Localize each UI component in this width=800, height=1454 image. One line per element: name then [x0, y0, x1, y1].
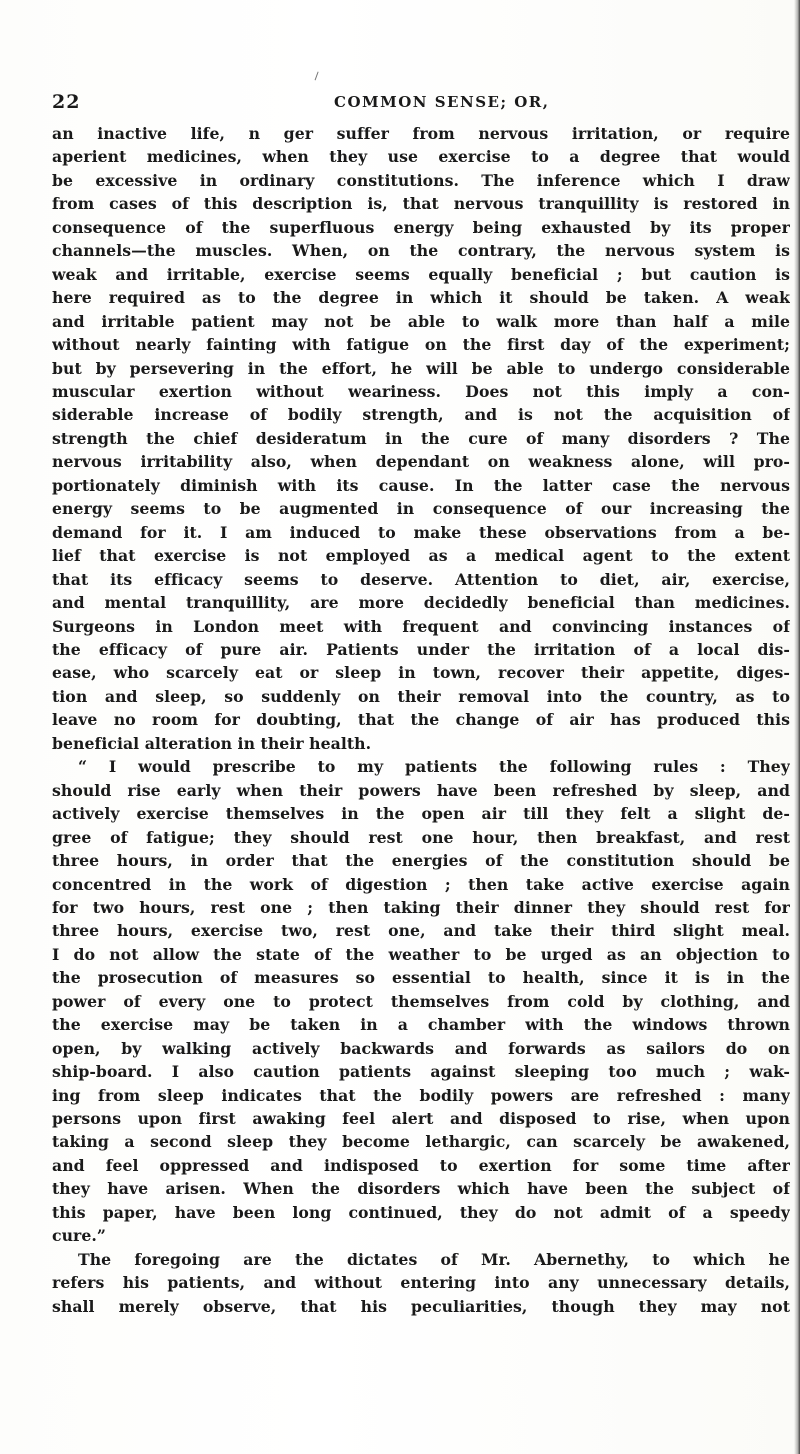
text-line: energy seems to be augmented in consequence of our increasing the	[52, 499, 790, 519]
text-line: persons upon first awaking feel alert and disposed to rise, when upon	[52, 1109, 790, 1129]
text-line: ing from sleep indicates that the bodily powers are refreshed : many	[52, 1085, 790, 1105]
text-line: three hours, in order that the energies of the constitution should be	[52, 851, 790, 871]
text-line: The foregoing are the dictates of Mr. Abernethy, to which he	[78, 1249, 790, 1269]
text-line: aperient medicines, when they use exercise to a degree that would	[52, 147, 790, 167]
text-line: strength the chief desideratum in the cure of many disorders ? The	[52, 428, 790, 448]
text-line: the efficacy of pure air. Patients under the irritation of a local dis-	[52, 639, 790, 659]
text-line: and feel oppressed and indisposed to exertion for some time after	[52, 1155, 790, 1175]
text-line: lief that exercise is not employed as a medical agent to the extent	[52, 546, 790, 566]
text-line: muscular exertion without weariness. Does not this imply a con-	[52, 381, 790, 401]
text-line: ship-board. I also caution patients against sleeping too much ; wak-	[52, 1062, 790, 1082]
text-line: without nearly fainting with fatigue on the first day of the experiment;	[52, 335, 790, 355]
page-edge-shadow	[794, 0, 800, 1454]
text-line: weak and irritable, exercise seems equally beneficial ; but caution is	[52, 264, 790, 284]
text-line: the prosecution of measures so essential to health, since it is in the	[52, 968, 790, 988]
text-line: three hours, exercise two, rest one, and take their third slight meal.	[52, 921, 790, 941]
text-line: shall merely observe, that his peculiarities, though they may not	[52, 1296, 790, 1316]
text-line: siderable increase of bodily strength, and is not the acquisition of	[52, 405, 790, 425]
text-line: refers his patients, and without entering into any unnecessary details,	[52, 1273, 790, 1293]
page-header	[52, 91, 752, 115]
text-line: cure.”	[52, 1226, 106, 1246]
text-line: should rise early when their powers have been refreshed by sleep, and	[52, 780, 790, 800]
text-line: channels—the muscles. When, on the contrary, the nervous system is	[52, 241, 790, 261]
page-number: 22	[52, 91, 81, 113]
text-line: consequence of the superfluous energy being exhausted by its proper	[52, 217, 790, 237]
text-line: and irritable patient may not be able to walk more than half a mile	[52, 311, 790, 331]
text-line: that its efficacy seems to deserve. Attention to diet, air, exercise,	[52, 569, 790, 589]
text-line: an inactive life, n ger suffer from nervous irritation, or require	[52, 124, 790, 143]
ink-mark	[315, 72, 322, 82]
text-line: gree of fatigue; they should rest one hour, then breakfast, and rest	[52, 827, 790, 847]
text-line: open, by walking actively backwards and forwards as sailors do on	[52, 1038, 790, 1058]
text-line: and mental tranquillity, are more decidedly beneficial than medicines.	[52, 593, 790, 613]
text-line: I do not allow the state of the weather to be urged as an objection to	[52, 944, 790, 964]
text-line: tion and sleep, so suddenly on their removal into the country, as to	[52, 686, 790, 706]
text-line: Surgeons in London meet with frequent and convincing instances of	[52, 616, 790, 636]
text-line: leave no room for doubting, that the change of air has produced this	[52, 710, 790, 730]
text-line: ease, who scarcely eat or sleep in town, recover their appetite, diges-	[52, 663, 790, 683]
text-line: portionately diminish with its cause. In the latter case the nervous	[52, 475, 790, 495]
text-line: they have arisen. When the disorders which have been the subject of	[52, 1179, 790, 1199]
text-line: actively exercise themselves in the open air till they felt a slight de-	[52, 804, 790, 824]
body-text	[52, 122, 790, 1318]
text-line: power of every one to protect themselves from cold by clothing, and	[52, 991, 790, 1011]
text-line: taking a second sleep they become lethargic, can scarcely be awakened,	[52, 1132, 790, 1152]
text-line: here required as to the degree in which it should be taken. A weak	[52, 288, 790, 308]
text-line: “ I would prescribe to my patients the following rules : They	[78, 757, 790, 777]
text-line: demand for it. I am induced to make these observations from a be-	[52, 522, 790, 542]
text-line: but by persevering in the effort, he will be able to undergo considerable	[52, 358, 790, 378]
text-line: from cases of this description is, that nervous tranquillity is restored in	[52, 194, 790, 214]
text-line: be excessive in ordinary constitutions. The inference which I draw	[52, 170, 790, 190]
text-line: nervous irritability also, when dependant on weakness alone, will pro-	[52, 452, 790, 472]
running-head: COMMON SENSE; OR,	[334, 93, 550, 111]
text-line: concentred in the work of digestion ; then take active exercise again	[52, 874, 790, 894]
text-line: for two hours, rest one ; then taking their dinner they should rest for	[52, 897, 790, 917]
text-line: beneficial alteration in their health.	[52, 733, 372, 753]
text-line: the exercise may be taken in a chamber with the windows thrown	[52, 1015, 790, 1035]
text-line: this paper, have been long continued, they do not admit of a speedy	[52, 1202, 790, 1222]
